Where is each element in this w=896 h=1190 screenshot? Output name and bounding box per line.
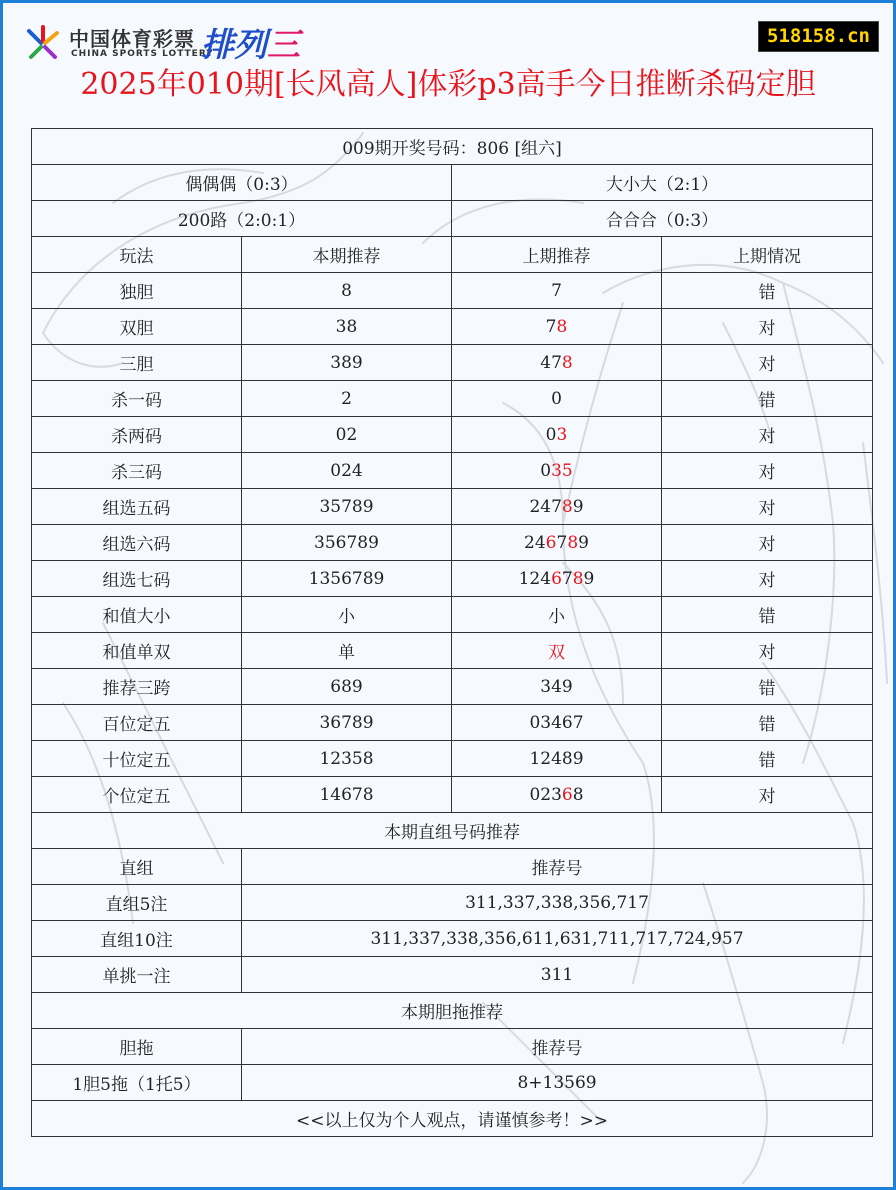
miss-digits: 0 xyxy=(545,424,557,445)
miss-digits: 8 xyxy=(572,784,584,805)
direct-label: 直组5注 xyxy=(32,885,242,921)
dantuo-section-title: 本期胆拖推荐 xyxy=(32,993,873,1029)
direct-row xyxy=(32,885,873,921)
miss-digits: 小 xyxy=(548,607,565,627)
game-name-part2: 三 xyxy=(267,25,300,64)
previous-recommendation xyxy=(452,777,662,813)
prediction-row xyxy=(32,633,873,669)
miss-digits: 124 xyxy=(518,568,552,589)
play-type: 组选七码 xyxy=(32,561,242,597)
prediction-row xyxy=(32,597,873,633)
previous-recommendation xyxy=(452,309,662,345)
prediction-row xyxy=(32,669,873,705)
play-type: 推荐三跨 xyxy=(32,669,242,705)
previous-result: 错 xyxy=(662,381,873,417)
hit-digits: 6 xyxy=(561,784,573,805)
previous-result: 对 xyxy=(662,777,873,813)
miss-digits: 9 xyxy=(578,532,589,553)
play-type: 独胆 xyxy=(32,273,242,309)
hit-digits: 8 xyxy=(556,316,568,337)
direct-row xyxy=(32,921,873,957)
previous-recommendation xyxy=(452,345,662,381)
current-recommendation: 689 xyxy=(242,669,452,705)
previous-recommendation xyxy=(452,525,662,561)
current-recommendation: 单 xyxy=(242,633,452,669)
previous-recommendation xyxy=(452,561,662,597)
last-draw-summary: 009期开奖号码：806 [组六] xyxy=(32,129,873,165)
hit-digits: 8 xyxy=(561,352,573,373)
direct-col-numbers: 推荐号 xyxy=(242,849,873,885)
previous-result: 对 xyxy=(662,345,873,381)
play-type: 杀三码 xyxy=(32,453,242,489)
previous-result: 错 xyxy=(662,669,873,705)
miss-digits: 7 xyxy=(556,532,568,553)
previous-recommendation xyxy=(452,417,662,453)
direct-section-row xyxy=(32,813,873,849)
prediction-row xyxy=(32,741,873,777)
miss-digits: 7 xyxy=(551,280,562,301)
direct-value: 311,337,338,356,611,631,711,717,724,957 xyxy=(242,921,873,957)
miss-digits: 349 xyxy=(540,676,573,697)
col-header-previous: 上期推荐 xyxy=(452,237,662,273)
prediction-row xyxy=(32,453,873,489)
miss-digits: 9 xyxy=(583,568,595,589)
column-header-row xyxy=(32,237,873,273)
site-badge[interactable]: 518158.cn xyxy=(758,21,879,52)
dantuo-col-numbers: 推荐号 xyxy=(242,1029,873,1065)
disclaimer-link[interactable]: <<以上仅为个人观点，请谨慎参考！>> xyxy=(32,1101,873,1137)
previous-recommendation xyxy=(452,381,662,417)
direct-header-row xyxy=(32,849,873,885)
play-type: 双胆 xyxy=(32,309,242,345)
miss-digits: 0 xyxy=(551,388,562,409)
direct-value: 311,337,338,356,717 xyxy=(242,885,873,921)
last-draw-attrs-row-1 xyxy=(32,165,873,201)
previous-recommendation xyxy=(452,705,662,741)
game-name-part1: 排列 xyxy=(201,25,267,64)
previous-recommendation xyxy=(452,453,662,489)
prediction-row xyxy=(32,777,873,813)
play-type: 和值单双 xyxy=(32,633,242,669)
previous-result: 错 xyxy=(662,597,873,633)
lottery-name-cn: 中国体育彩票 xyxy=(69,27,195,51)
previous-recommendation xyxy=(452,489,662,525)
dantuo-value: 8+13569 xyxy=(242,1065,873,1101)
play-type: 个位定五 xyxy=(32,777,242,813)
last-draw-prime: 合合合（0:3） xyxy=(452,201,873,237)
current-recommendation: 8 xyxy=(242,273,452,309)
previous-result: 对 xyxy=(662,417,873,453)
miss-digits: 7 xyxy=(545,316,557,337)
hit-digits: 8 xyxy=(572,568,584,589)
previous-result: 错 xyxy=(662,273,873,309)
miss-digits: 247 xyxy=(529,496,562,517)
prediction-row xyxy=(32,525,873,561)
play-type: 三胆 xyxy=(32,345,242,381)
col-header-current: 本期推荐 xyxy=(242,237,452,273)
prediction-rows xyxy=(32,273,873,813)
prediction-row xyxy=(32,489,873,525)
col-header-play: 玩法 xyxy=(32,237,242,273)
hit-digits: 3 xyxy=(556,424,568,445)
current-recommendation: 小 xyxy=(242,597,452,633)
last-draw-row xyxy=(32,129,873,165)
prediction-row xyxy=(32,309,873,345)
current-recommendation: 35789 xyxy=(242,489,452,525)
last-draw-route: 200路（2:0:1） xyxy=(32,201,452,237)
prediction-row xyxy=(32,381,873,417)
current-recommendation: 14678 xyxy=(242,777,452,813)
direct-label: 直组10注 xyxy=(32,921,242,957)
dantuo-section-row xyxy=(32,993,873,1029)
last-draw-attrs-row-2 xyxy=(32,201,873,237)
prediction-row xyxy=(32,561,873,597)
hit-digits: 8 xyxy=(567,532,579,553)
previous-result: 错 xyxy=(662,741,873,777)
prediction-row xyxy=(32,273,873,309)
hit-digits: 6 xyxy=(545,532,557,553)
previous-result: 对 xyxy=(662,561,873,597)
hit-digits: 6 xyxy=(551,568,562,589)
dantuo-label: 1胆5拖（1托5） xyxy=(32,1065,242,1101)
play-type: 杀两码 xyxy=(32,417,242,453)
miss-digits: 023 xyxy=(529,784,562,805)
hit-digits: 双 xyxy=(548,643,565,663)
miss-digits: 9 xyxy=(572,496,584,517)
miss-digits: 12489 xyxy=(529,748,584,769)
footer-row xyxy=(32,1101,873,1137)
previous-recommendation xyxy=(452,597,662,633)
header xyxy=(3,3,893,123)
direct-section-title: 本期直组号码推荐 xyxy=(32,813,873,849)
direct-label: 单挑一注 xyxy=(32,957,242,993)
play-type: 组选六码 xyxy=(32,525,242,561)
lottery-name-en: CHINA SPORTS LOTTERY xyxy=(71,49,214,59)
miss-digits: 0 xyxy=(540,460,552,481)
page-title: 2025年010期[长风高人]体彩p3高手今日推断杀码定胆 xyxy=(80,67,816,102)
direct-value: 311 xyxy=(242,957,873,993)
miss-digits: 7 xyxy=(561,568,573,589)
current-recommendation: 356789 xyxy=(242,525,452,561)
prediction-row xyxy=(32,417,873,453)
current-recommendation: 38 xyxy=(242,309,452,345)
miss-digits: 03467 xyxy=(529,712,584,733)
previous-result: 对 xyxy=(662,453,873,489)
miss-digits: 24 xyxy=(524,532,546,553)
prediction-row xyxy=(32,705,873,741)
dantuo-header-row xyxy=(32,1029,873,1065)
previous-recommendation xyxy=(452,669,662,705)
hit-digits: 35 xyxy=(551,460,573,481)
col-header-result: 上期情况 xyxy=(662,237,873,273)
play-type: 杀一码 xyxy=(32,381,242,417)
miss-digits: 47 xyxy=(540,352,562,373)
previous-result: 错 xyxy=(662,705,873,741)
previous-result: 对 xyxy=(662,489,873,525)
current-recommendation: 02 xyxy=(242,417,452,453)
dantuo-col-type: 胆拖 xyxy=(32,1029,242,1065)
prediction-table xyxy=(31,128,873,1137)
current-recommendation: 389 xyxy=(242,345,452,381)
play-type: 十位定五 xyxy=(32,741,242,777)
current-recommendation: 36789 xyxy=(242,705,452,741)
last-draw-size: 大小大（2:1） xyxy=(452,165,873,201)
hit-digits: 8 xyxy=(561,496,573,517)
play-type: 组选五码 xyxy=(32,489,242,525)
current-recommendation: 024 xyxy=(242,453,452,489)
direct-col-type: 直组 xyxy=(32,849,242,885)
previous-result: 对 xyxy=(662,309,873,345)
current-recommendation: 2 xyxy=(242,381,452,417)
previous-recommendation xyxy=(452,741,662,777)
play-type: 和值大小 xyxy=(32,597,242,633)
play-type: 百位定五 xyxy=(32,705,242,741)
current-recommendation: 1356789 xyxy=(242,561,452,597)
previous-recommendation xyxy=(452,273,662,309)
previous-result: 对 xyxy=(662,633,873,669)
dantuo-row xyxy=(32,1065,873,1101)
current-recommendation: 12358 xyxy=(242,741,452,777)
last-draw-parity: 偶偶偶（0:3） xyxy=(32,165,452,201)
prediction-row xyxy=(32,345,873,381)
previous-result: 对 xyxy=(662,525,873,561)
previous-recommendation xyxy=(452,633,662,669)
direct-row xyxy=(32,957,873,993)
